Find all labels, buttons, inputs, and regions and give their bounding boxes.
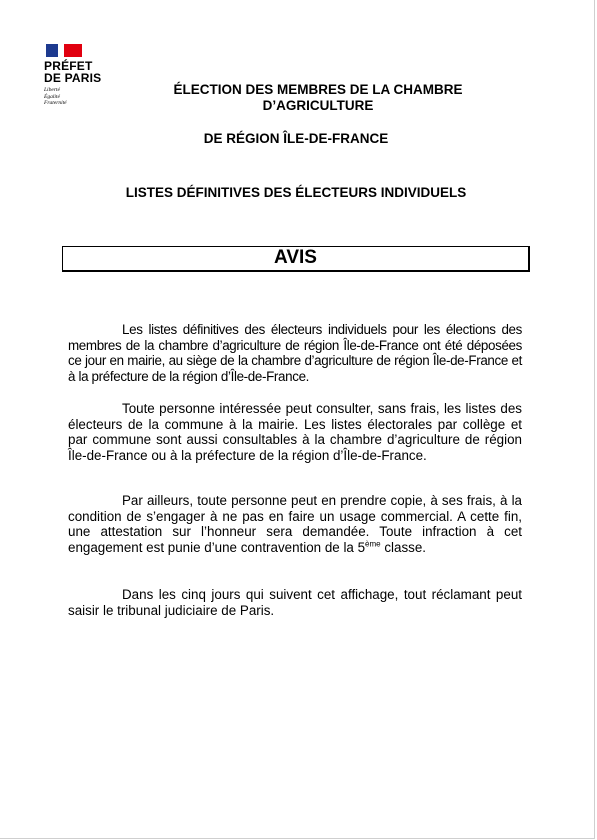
paragraph-3-text: Par ailleurs, toute personne peut en prendre copie, à ses frais, à la condition de s’engager à ne pas en faire un usage commercial. A cette fin, une attestation sur l’honneur sera demandée. Toute infraction à cet engagement est punie d’une contravention de la 5 <box>68 493 522 555</box>
document-title: ÉLECTION DES MEMBRES DE LA CHAMBRE D’AGRICULTURE <box>173 82 463 113</box>
paragraph-2 <box>68 401 522 463</box>
logo-motto <box>44 87 114 107</box>
document-subtitle: LISTES DÉFINITIVES DES ÉLECTEURS INDIVIDUELS <box>125 185 467 200</box>
motto-fraternite: Fraternité <box>44 100 67 106</box>
paragraph-3-superscript: ème <box>365 539 381 549</box>
logo-line-2: DE PARIS <box>44 71 102 85</box>
marianne-flag-icon <box>46 44 82 57</box>
paragraph-1 <box>68 322 522 384</box>
paragraph-3 <box>68 493 522 555</box>
paragraph-3-end: classe. <box>380 539 427 555</box>
logo-line-1: PRÉFET <box>44 59 93 73</box>
paragraph-4-text: Dans les cinq jours qui suivent cet affichage, tout réclamant peut saisir le tribunal judiciaire de Paris. <box>68 587 522 618</box>
prefet-de-paris-logo <box>44 44 114 107</box>
motto-liberte: Liberté <box>44 87 60 93</box>
document-title-region: DE RÉGION ÎLE-DE-FRANCE <box>203 131 389 146</box>
avis-heading: AVIS <box>62 246 530 272</box>
motto-egalite: Égalité <box>44 93 60 100</box>
paragraph-1-text: Les listes définitives des électeurs individuels pour les élections des membres de la chambre d’agriculture de région Île-de-France ont été déposées ce jour en mairie, au siège de la chambre d’agriculture de région Île-de-France et à la préfecture de la région d’Île-de-France. <box>68 322 522 384</box>
paragraph-4 <box>68 587 522 618</box>
paragraph-2-text: Toute personne intéressée peut consulter, sans frais, les listes des électeurs de la commune à la mairie. Les listes électorales par collège et par commune sont aussi consultables à la chambre d’agriculture de région Île-de-France ou à la préfecture de la région d’Île-de-France. <box>68 401 522 463</box>
